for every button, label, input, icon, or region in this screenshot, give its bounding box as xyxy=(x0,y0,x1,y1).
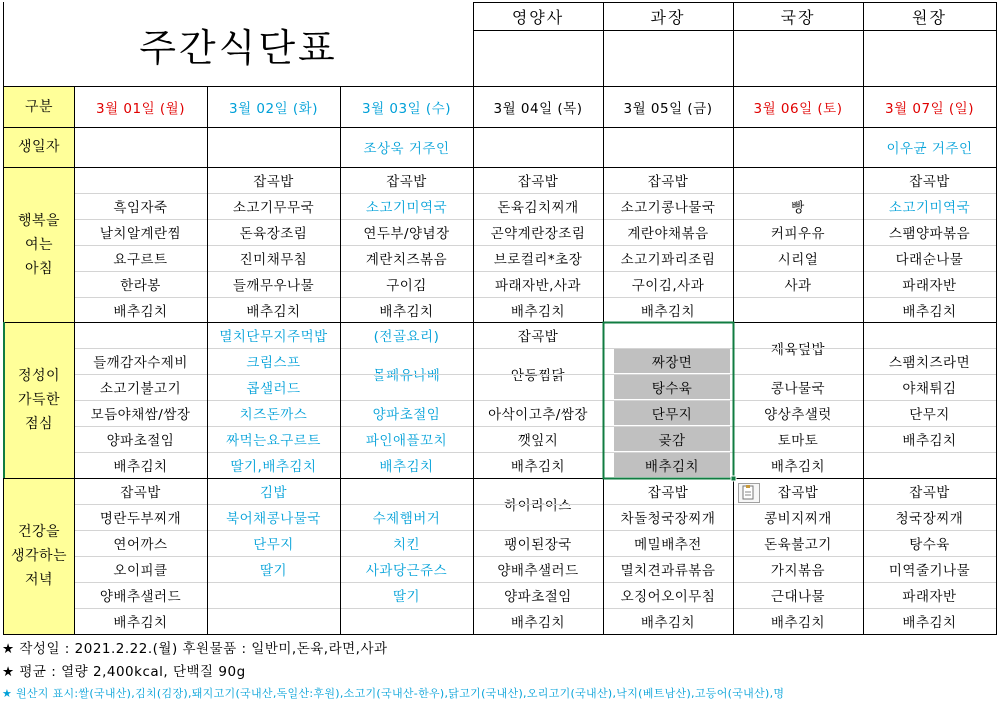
menu-item: 시리얼 xyxy=(777,252,819,268)
menu-item: 파인애플꼬치 xyxy=(365,433,448,449)
menu-item: 단무지 xyxy=(253,537,294,553)
menu-item: 배추김치 xyxy=(246,303,301,320)
menu-item: 빵 xyxy=(791,200,805,216)
menu-item: 소고기콩나물국 xyxy=(620,200,716,216)
menu-item: 짜장면 xyxy=(614,349,730,373)
birthday-sun: 이우균 거주인 xyxy=(886,141,973,157)
menu-item: 치즈돈까스 xyxy=(239,407,308,423)
menu-item: 양배추샐러드 xyxy=(99,589,182,605)
menu-item: 사과당근쥬스 xyxy=(365,563,448,579)
menu-item: 김밥 xyxy=(259,485,288,501)
menu-item: 배추김치 xyxy=(770,459,826,475)
menu-item: 치킨 xyxy=(392,537,421,553)
menu-item: 토마토 xyxy=(777,433,819,449)
menu-item: 진미채무침 xyxy=(239,252,308,268)
menu-item: 스팸치즈라면 xyxy=(888,355,971,371)
menu-item: 하이라이스 xyxy=(504,498,572,514)
menu-item: 크림스프 xyxy=(246,355,301,371)
footer-origin-line: ★ 원산지 표시:쌀(국내산),김치(김장),돼지고기(국내산,독일산:후원),소고기(국내산-한우),닭고기(국내산),오리고기(국내산),낙지(베트남산),고등어(국내산),명 xyxy=(2,687,785,700)
menu-item: 잡곡밥 xyxy=(909,485,950,501)
footer-author-line: ★ 작성일 : 2021.2.22.(월) 후원물품 : 일반미,돈육,라면,사과 xyxy=(2,641,388,657)
menu-item: 브로컬리*초장 xyxy=(493,252,583,268)
menu-item: 소고기미역국 xyxy=(888,200,971,216)
menu-item: 탕수육 xyxy=(614,375,730,399)
menu-item: 콩비지찌개 xyxy=(764,511,832,527)
approval-director: 국장 xyxy=(780,7,816,27)
menu-item: 배추김치 xyxy=(614,453,730,477)
menu-item: 잡곡밥 xyxy=(517,174,559,190)
menu-item: 콥샐러드 xyxy=(246,381,301,397)
menu-item: 배추김치 xyxy=(902,615,957,631)
menu-item: 계란야채볶음 xyxy=(627,226,709,242)
menu-item: 잡곡밥 xyxy=(647,174,689,190)
paste-options-icon[interactable] xyxy=(738,483,760,503)
menu-item: 다래순나물 xyxy=(895,252,964,268)
menu-item: 커피우유 xyxy=(770,226,826,242)
menu-item: 배추김치 xyxy=(379,459,434,475)
menu-item: 소고기무무국 xyxy=(232,200,315,216)
menu-item: 명란두부찌개 xyxy=(99,511,182,527)
menu-item: 북어채콩나물국 xyxy=(226,511,321,527)
menu-item: 한라봉 xyxy=(120,278,161,294)
menu-item: 배추김치 xyxy=(379,303,434,320)
menu-item: 콩나물국 xyxy=(770,381,826,397)
label-day: 구분 xyxy=(4,86,74,127)
menu-item: 연어까스 xyxy=(113,537,168,553)
menu-item: 오징어오이무침 xyxy=(620,589,716,605)
menu-item: 딸기 xyxy=(392,589,421,605)
menu-item: 배추김치 xyxy=(640,615,696,631)
menu-item: 구이김,사과 xyxy=(631,278,705,294)
menu-item: 양파초절임 xyxy=(372,407,441,423)
menu-item: 배추김치 xyxy=(113,459,168,475)
label-lunch: 정성이 가득한 점심 xyxy=(4,322,74,478)
approval-manager: 과장 xyxy=(650,7,686,27)
signature-box-director[interactable] xyxy=(733,30,863,86)
signature-box-manager[interactable] xyxy=(603,30,733,86)
day-header-fri: 3월 05일 (금) xyxy=(623,100,713,117)
day-header-tue: 3월 02일 (화) xyxy=(228,100,318,117)
menu-item: 소고기미역국 xyxy=(365,200,448,216)
menu-item: 소고기꽈리조림 xyxy=(620,252,716,268)
menu-item: 곤약계란장조림 xyxy=(490,226,586,242)
menu-item: 아삭이고추/쌈장 xyxy=(488,407,588,423)
approval-nutritionist: 영양사 xyxy=(511,7,565,27)
menu-item: 잡곡밥 xyxy=(777,485,819,501)
menu-item: 차돌청국장찌개 xyxy=(620,511,716,527)
menu-item: 안동찜닭 xyxy=(510,368,566,384)
footer-average-line: ★ 평균 : 열량 2,400kcal, 단백질 90g xyxy=(2,664,246,680)
menu-item: 수제햄버거 xyxy=(372,511,441,527)
day-header-sat: 3월 06일 (토) xyxy=(753,100,843,117)
menu-item: 멸치단무지주먹밥 xyxy=(219,329,328,345)
menu-item: 배추김치 xyxy=(113,615,168,631)
menu-item: 배추김치 xyxy=(902,433,957,449)
menu-item: 스팸양파볶음 xyxy=(888,226,971,242)
menu-item: 들깨무우나물 xyxy=(232,278,315,294)
menu-item: 돈육장조림 xyxy=(239,226,308,242)
menu-item: 잡곡밥 xyxy=(647,485,689,501)
menu-item: 배추김치 xyxy=(510,459,566,475)
birthday-wed: 조상욱 거주인 xyxy=(363,141,450,157)
menu-item: 미역줄기나물 xyxy=(888,563,971,579)
menu-item: 양상추샐럿 xyxy=(764,407,832,423)
menu-item: 잡곡밥 xyxy=(909,174,950,190)
menu-item: 양배추샐러드 xyxy=(497,563,579,579)
menu-item: 사과 xyxy=(784,278,812,294)
day-header-thu: 3월 04일 (목) xyxy=(493,100,583,117)
menu-item: 곶감 xyxy=(614,427,730,451)
menu-item: 배추김치 xyxy=(902,303,957,320)
menu-item: 배추김치 xyxy=(510,303,566,320)
menu-item: 배추김치 xyxy=(510,615,566,631)
day-header-wed: 3월 03일 (수) xyxy=(361,100,451,117)
menu-item: 근대나물 xyxy=(770,589,826,605)
menu-item: 잡곡밥 xyxy=(386,174,427,190)
menu-item: 배추김치 xyxy=(770,615,826,631)
menu-item: 파래자반 xyxy=(902,278,957,294)
signature-box-nutritionist[interactable] xyxy=(473,30,603,86)
menu-item: 메밀배추전 xyxy=(634,537,702,553)
menu-item: 날치알계란찜 xyxy=(99,226,182,242)
menu-item: 짜먹는요구르트 xyxy=(226,433,321,449)
menu-item: 청국장찌개 xyxy=(895,511,964,527)
menu-item: 요구르트 xyxy=(113,252,168,268)
menu-item: (전골요리) xyxy=(373,329,440,345)
menu-item: 멸치견과류볶음 xyxy=(620,563,716,579)
menu-item: 팽이된장국 xyxy=(504,537,572,553)
menu-item: 돈육불고기 xyxy=(764,537,832,553)
menu-item: 몰페유나베 xyxy=(372,368,441,384)
menu-item: 연두부/양념장 xyxy=(363,226,450,242)
menu-item: 모듬야채쌈/쌈장 xyxy=(90,407,191,423)
menu-item: 양파초절임 xyxy=(504,589,572,605)
menu-item: 소고기불고기 xyxy=(99,381,182,397)
menu-item: 깻잎지 xyxy=(517,433,559,449)
menu-item: 양파초절임 xyxy=(106,433,175,449)
label-dinner: 건강을 생각하는 저녁 xyxy=(4,478,74,634)
label-birthday: 생일자 xyxy=(4,127,74,167)
menu-item: 탕수육 xyxy=(909,537,950,553)
menu-item: 단무지 xyxy=(909,407,950,423)
menu-item: 배추김치 xyxy=(113,303,168,320)
menu-item: 제육덮밥 xyxy=(770,342,826,358)
menu-item: 파래자반,사과 xyxy=(494,278,582,294)
menu-item: 잡곡밥 xyxy=(517,329,559,345)
menu-item: 잡곡밥 xyxy=(120,485,161,501)
page-title: 주간식단표 xyxy=(139,25,338,70)
signature-box-head[interactable] xyxy=(863,30,996,86)
menu-item: 잡곡밥 xyxy=(253,174,294,190)
label-breakfast: 행복을 여는 아침 xyxy=(4,167,74,322)
menu-item: 흑임자죽 xyxy=(113,200,168,216)
menu-item: 야채튀김 xyxy=(902,381,957,397)
menu-item: 계란치즈볶음 xyxy=(365,252,448,268)
menu-item: 구이김 xyxy=(386,278,427,294)
day-header-mon: 3월 01일 (월) xyxy=(95,100,185,117)
menu-item: 딸기 xyxy=(259,563,288,579)
approval-head: 원장 xyxy=(912,7,947,27)
menu-item: 딸기,배추김치 xyxy=(230,459,317,475)
menu-item: 돈육김치찌개 xyxy=(497,200,579,216)
day-header-sun: 3월 07일 (일) xyxy=(884,100,974,117)
menu-item: 단무지 xyxy=(614,401,730,425)
menu-item: 들깨감자수제비 xyxy=(93,355,188,371)
menu-item: 배추김치 xyxy=(640,303,696,320)
menu-item: 오이피클 xyxy=(113,563,168,579)
menu-item: 파래자반 xyxy=(902,589,957,605)
menu-item: 가지볶음 xyxy=(770,563,826,579)
